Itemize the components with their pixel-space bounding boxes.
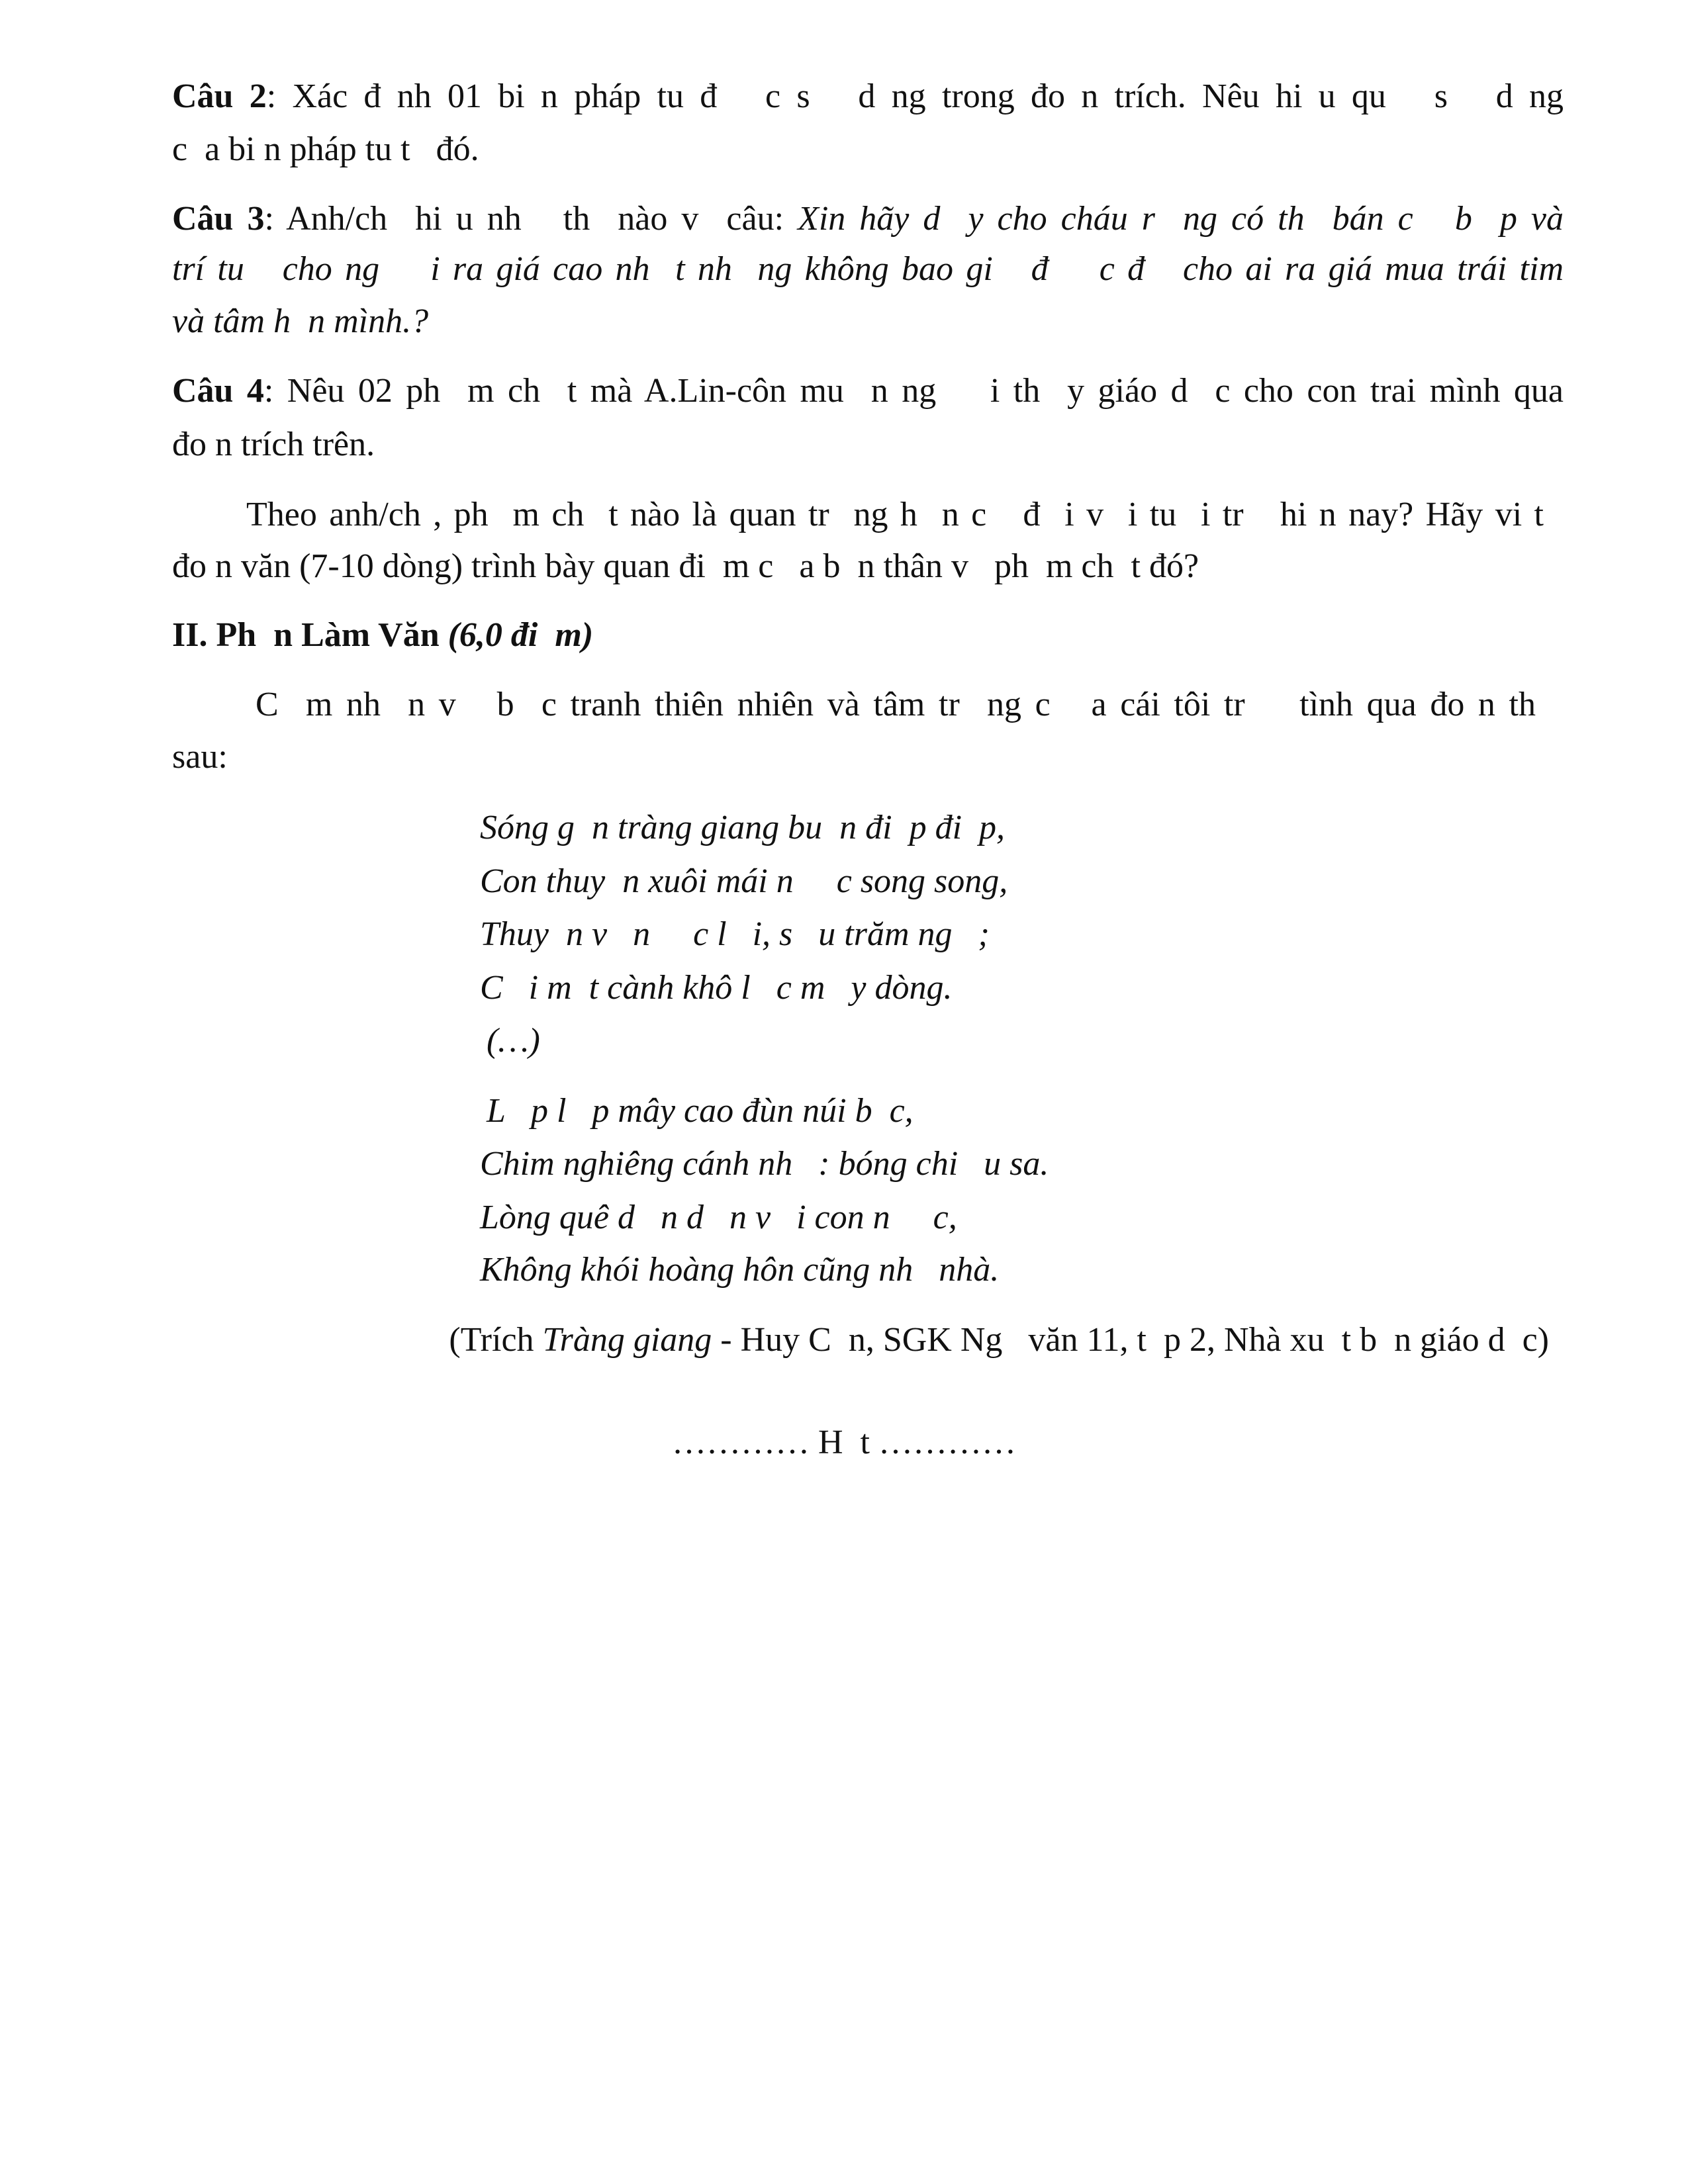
- writing-prompt-line-2: đo n văn (7-10 dòng) trình bày quan đi m c a b n thân v ph m ch t đó?: [172, 547, 1199, 585]
- question-3-line-1: [172, 199, 1564, 239]
- poem-line: C i m t cành khô l c m y dòng.: [480, 969, 953, 1007]
- source-title: Tràng giang: [542, 1321, 712, 1359]
- question-3-line-2: trí tu cho ng i ra giá cao nh t nh ng không bao gi đ c đ cho ai ra giá mua trái tim: [172, 250, 1564, 288]
- question-4-line-2: đo n trích trên.: [172, 426, 375, 463]
- question-2-label: Câu 2: [172, 77, 267, 115]
- question-2-line-1: [172, 77, 1564, 116]
- section-2-heading: [172, 615, 593, 655]
- poem-line: Lòng quê d n d n v i con n c,: [480, 1199, 957, 1236]
- source-suffix: - Huy C n, SGK Ng văn 11, t p 2, Nhà xu t b n giáo d c): [712, 1321, 1549, 1359]
- question-4-text: : Nêu 02 ph m ch t mà A.Lin-côn mu n ng i th y giáo d c cho con trai mình qua: [263, 372, 1564, 410]
- question-2-line-2: c a bi n pháp tu t đó.: [172, 130, 479, 168]
- poem-line: Không khói hoàng hôn cũng nh nhà.: [480, 1251, 1000, 1289]
- poem-line: Sóng g n tràng giang bu n đi p đi p,: [480, 809, 1006, 846]
- poem-line: Con thuy n xuôi mái n c song song,: [480, 862, 1008, 900]
- question-3-label: Câu 3: [172, 200, 265, 238]
- poem-line: Thuy n v n c l i, s u trăm ng ;: [480, 915, 990, 953]
- poem-line: Chim nghiêng cánh nh : bóng chi u sa.: [480, 1145, 1049, 1183]
- question-2-text: : Xác đ nh 01 bi n pháp tu đ c s d ng trong đo n trích. Nêu hi u qu s d ng: [266, 77, 1564, 115]
- section-2-points: (6,0 đi m): [447, 616, 594, 654]
- poem-source: [0, 1320, 1549, 1360]
- question-4-line-1: [172, 371, 1564, 411]
- essay-prompt-line-1: C m nh n v b c tranh thiên nhiên và tâm tr ng c a cái tôi tr tình qua đo n th: [256, 686, 1536, 723]
- poem-ellipsis: (…): [487, 1022, 540, 1060]
- section-2-title: II. Ph n Làm Văn: [172, 616, 440, 654]
- end-marker: ………… H t …………: [672, 1424, 1016, 1461]
- question-3-line-3: và tâm h n mình.?: [172, 302, 429, 340]
- writing-prompt-line-1: Theo anh/ch , ph m ch t nào là quan tr ng h n c đ i v i tu i tr hi n nay? Hãy vi t: [246, 496, 1544, 533]
- question-3-quote-start: Xin hãy d y cho cháu r ng có th bán c b p và: [798, 200, 1564, 238]
- essay-prompt-line-2: sau:: [172, 738, 228, 776]
- source-prefix: (Trích: [449, 1321, 543, 1359]
- question-4-label: Câu 4: [172, 372, 264, 410]
- poem-line: L p l p mây cao đùn núi b c,: [487, 1092, 914, 1130]
- question-3-text: : Anh/ch hi u nh th nào v câu:: [264, 200, 798, 238]
